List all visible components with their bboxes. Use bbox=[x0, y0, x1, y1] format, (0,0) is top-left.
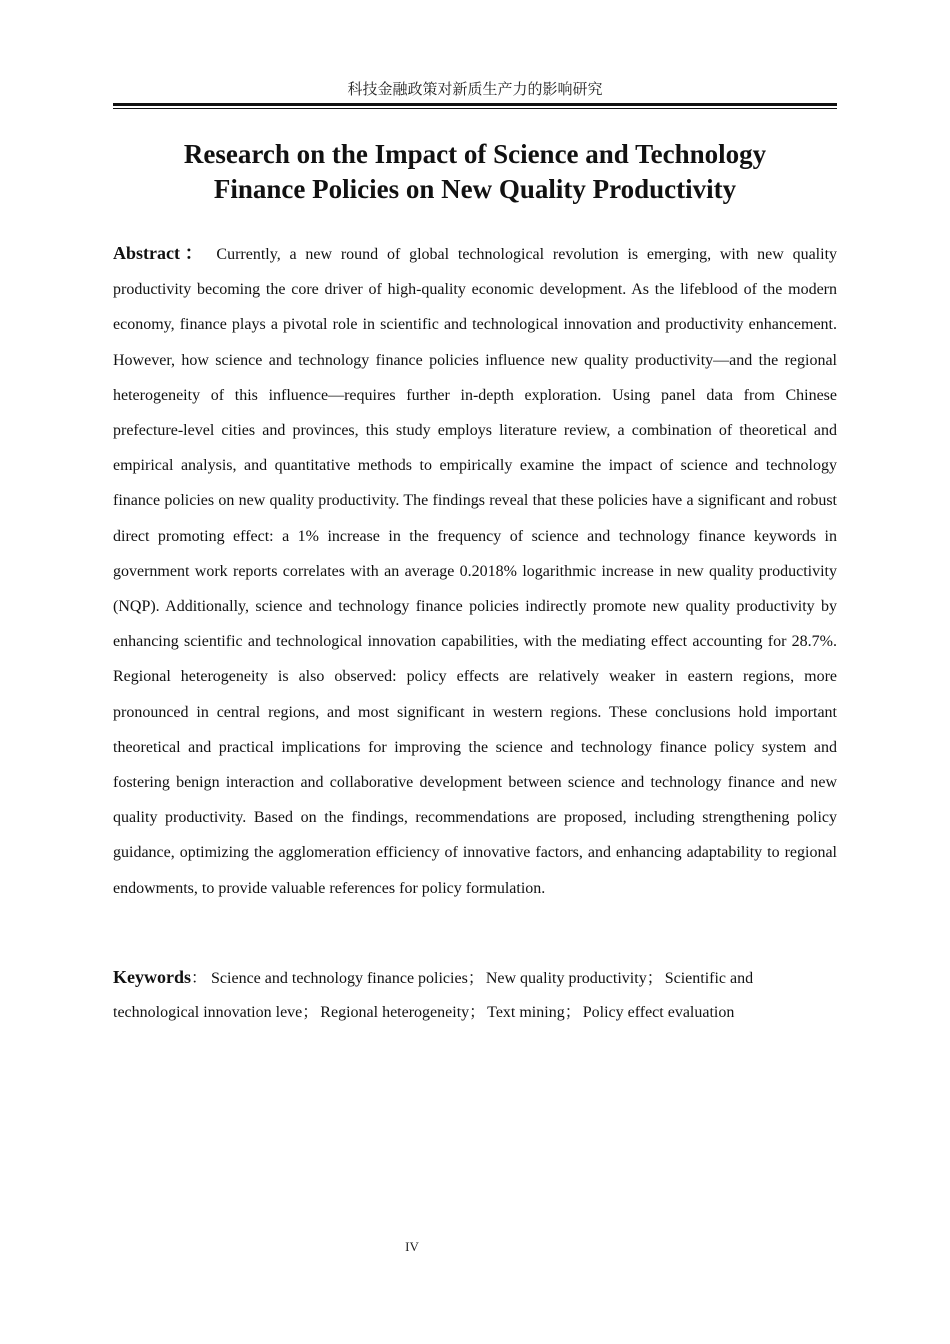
keyword-separator: ； bbox=[302, 1004, 319, 1021]
keyword-separator: ； bbox=[646, 970, 663, 987]
abstract-paragraph bbox=[113, 236, 837, 906]
keyword-item: Scientific and technological innovation leve bbox=[113, 970, 754, 1021]
header-rule-thick bbox=[113, 103, 837, 106]
abstract-text: Currently, a new round of global technological revolution is emerging, with new quality productivity becoming the core driver of high-quality economic development. As the lifeblood of the modern economy, finance plays a pivotal role in scientific and technological innovation and productivity enhancement. However, how science and technology finance policies influence new quality productivity—and the regional heterogeneity of this influence—requires further in-depth exploration. Using panel data from Chinese prefecture-level cities and provinces, this study employs literature review, a combination of theoretical and empirical analysis, and quantitative methods to empirically examine the impact of science and technology finance policies on new quality productivity. The findings reveal that these policies have a significant and robust direct promoting effect: a 1% increase in the frequency of science and technology finance keywords in government work reports correlates with an average 0.2018% logarithmic increase in new quality productivity (NQP). Additionally, science and technology finance policies indirectly promote new quality productivity by enhancing scientific and technological innovation capabilities, with the mediating effect accounting for 28.7%. Regional heterogeneity is also observed: policy effects are relatively weaker in eastern regions, more pronounced in central regions, and most significant in western regions. These conclusions hold important theoretical and practical implications for improving the science and technology finance policy system and fostering benign interaction and collaborative development between science and technology finance and new quality productivity. Based on the findings, recommendations are proposed, including strengthening policy guidance, optimizing the agglomeration efficiency of innovative factors, and enhancing adaptability to regional endowments, to provide valuable references for policy formulation. bbox=[113, 246, 838, 897]
page-number: IV bbox=[405, 1239, 419, 1254]
keyword-item: New quality productivity bbox=[485, 970, 647, 987]
keyword-item: Policy effect evaluation bbox=[582, 1004, 735, 1021]
paper-title bbox=[113, 137, 837, 207]
keyword-item: Science and technology finance policies bbox=[211, 970, 468, 987]
title-line-2: Finance Policies on New Quality Productivity bbox=[213, 174, 737, 204]
running-header: 科技金融政策对新质生产力的影响研究 bbox=[347, 82, 603, 98]
keyword-item: Text mining bbox=[487, 1004, 565, 1021]
keywords-label: Keywords bbox=[113, 967, 191, 987]
keywords-paragraph bbox=[113, 960, 837, 1030]
title-line-1: Research on the Impact of Science and Technology bbox=[183, 139, 767, 169]
header-rule-thin bbox=[113, 108, 837, 109]
keyword-separator: ； bbox=[469, 1004, 486, 1021]
keywords-label-sep: ： bbox=[191, 970, 208, 987]
keyword-item: Regional heterogeneity bbox=[320, 1004, 470, 1021]
abstract-label: Abstract： bbox=[113, 243, 208, 263]
keyword-separator: ； bbox=[467, 970, 484, 987]
keyword-separator: ； bbox=[564, 1004, 581, 1021]
